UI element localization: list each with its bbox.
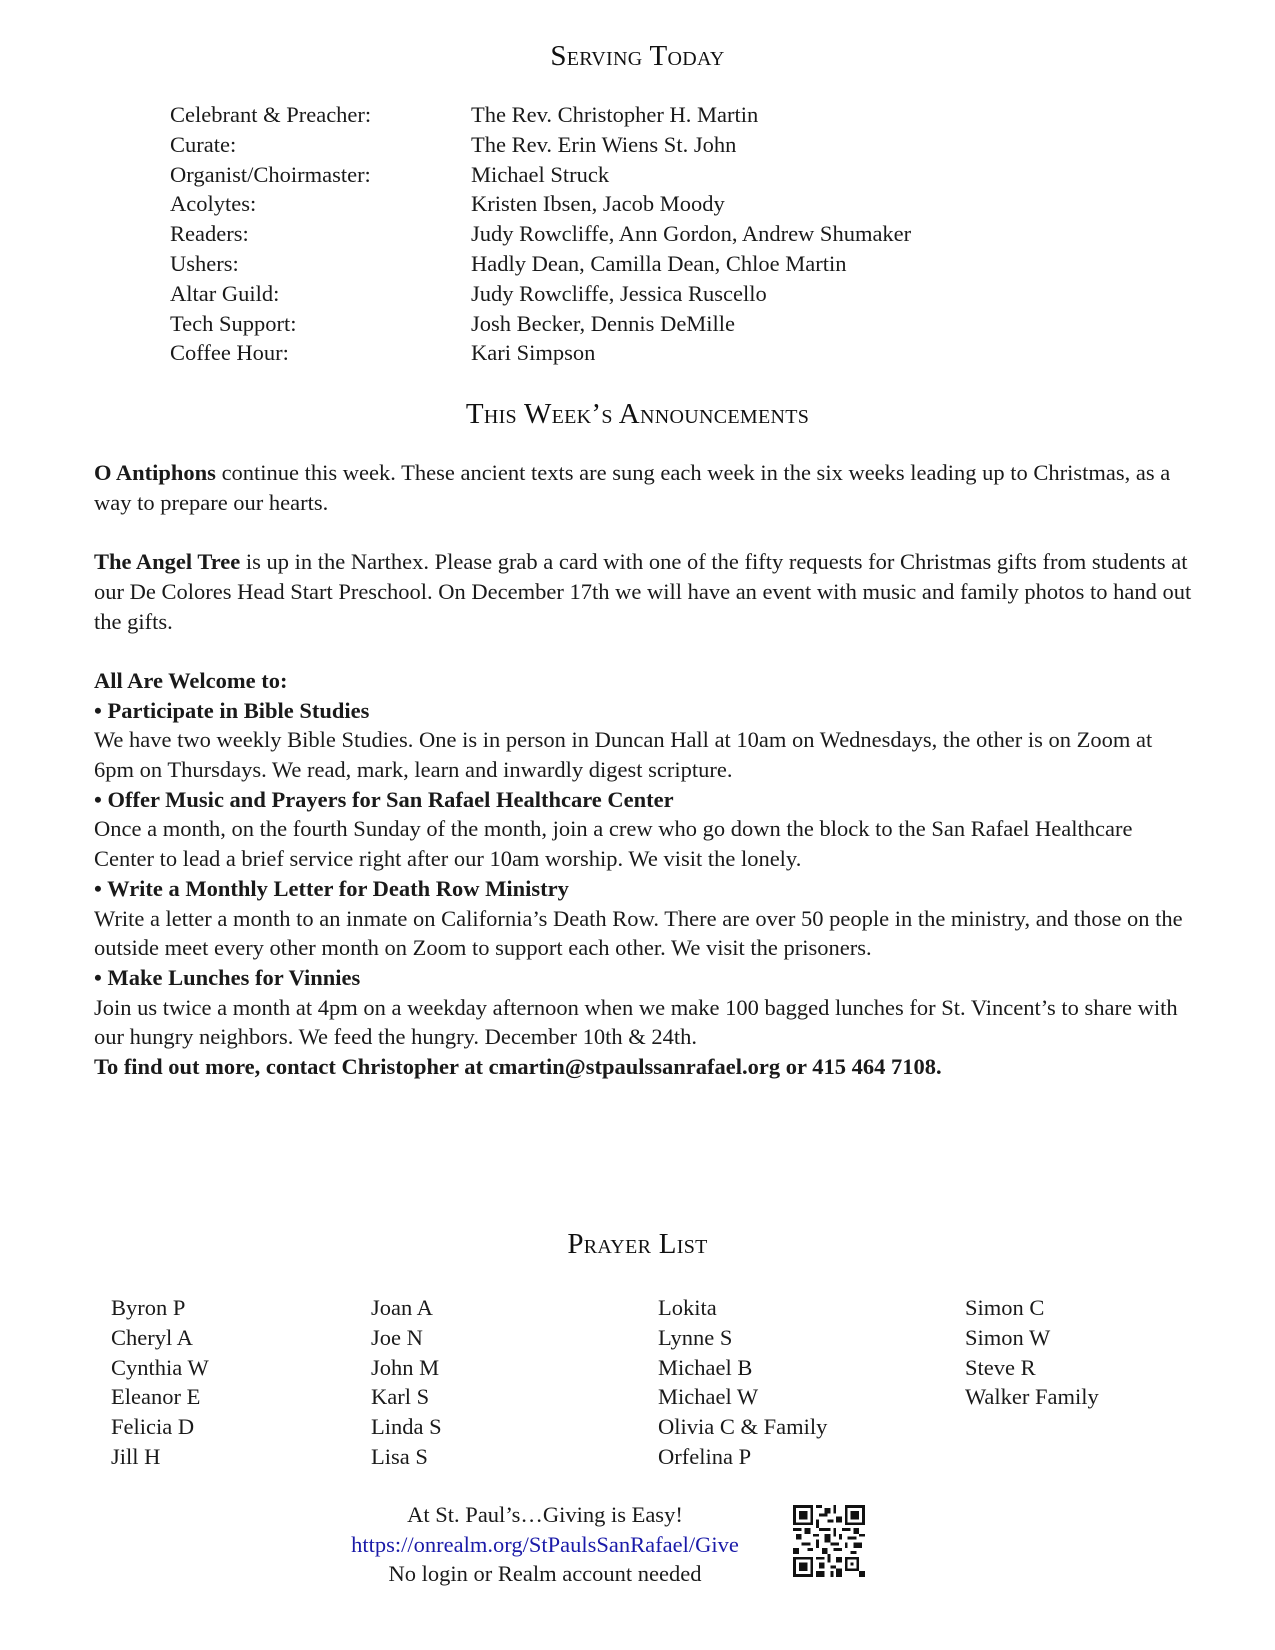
prayer-column: [371, 1293, 442, 1472]
prayer-name: Cynthia W: [111, 1354, 209, 1380]
serving-table: [170, 100, 911, 368]
angel-tree-text: is up in the Narthex. Please grab a card with one of the fifty requests for Christmas gifts from students at our De Colores Head Start Preschool. On December 17th we will have an event with music and family photos to hand out the gifts.: [94, 549, 1192, 634]
ministry-text: We have two weekly Bible Studies. One is in person in Duncan Hall at 10am on Wednesdays, the other is on Zoom at 6pm on Thursdays. We read, mark, learn and inwardly digest scripture.: [94, 727, 1153, 782]
serving-row: [170, 309, 911, 339]
serving-names: Kari Simpson: [471, 340, 596, 366]
serving-row: [170, 219, 911, 249]
antiphons-text: continue this week. These ancient texts are sung each week in the six weeks leading up to Christmas, as a way to prepare our hearts.: [94, 460, 1171, 515]
prayer-name: Olivia C & Family: [658, 1414, 828, 1440]
serving-row: [170, 249, 911, 279]
prayer-name: Michael B: [658, 1354, 753, 1380]
serving-role: Curate:: [170, 131, 237, 157]
prayer-name: Cheryl A: [111, 1324, 193, 1350]
giving-note: No login or Realm account needed: [388, 1561, 702, 1586]
prayer-name: Lynne S: [658, 1324, 733, 1350]
prayer-column: [111, 1293, 209, 1472]
giving-link[interactable]: https://onrealm.org/StPaulsSanRafael/Give: [351, 1531, 739, 1557]
announcements-body: [94, 458, 1194, 1082]
prayer-name: Jill H: [111, 1443, 161, 1469]
serving-role: Ushers:: [170, 250, 239, 276]
serving-row: [170, 100, 911, 130]
serving-names: Kristen Ibsen, Jacob Moody: [471, 191, 725, 217]
prayer-name: Byron P: [111, 1295, 186, 1320]
ministry-text: Join us twice a month at 4pm on a weekday afternoon when we make 100 bagged lunches for St. Vincent’s to share with our hungry neighbors. We feed the hungry. December 10th & 24th.: [94, 994, 1178, 1050]
serving-names: Hadly Dean, Camilla Dean, Chloe Martin: [471, 250, 847, 276]
serving-row: [170, 189, 911, 219]
prayer-name: Linda S: [371, 1414, 442, 1440]
prayer-name: Steve R: [965, 1354, 1036, 1380]
serving-row: [170, 338, 911, 368]
ministry-title: • Make Lunches for Vinnies: [94, 964, 361, 990]
prayer-name: Joan A: [371, 1295, 433, 1320]
serving-names: The Rev. Erin Wiens St. John: [471, 131, 737, 157]
prayer-name: Karl S: [371, 1384, 430, 1410]
prayer-list-heading: Prayer List: [567, 1228, 708, 1260]
prayer-name: Walker Family: [965, 1384, 1099, 1410]
serving-names: Josh Becker, Dennis DeMille: [471, 310, 736, 336]
serving-names: Judy Rowcliffe, Ann Gordon, Andrew Shumaker: [471, 221, 912, 247]
contact-line: To find out more, contact Christopher at cmartin@stpaulssanrafael.org or 415 464 7108.: [94, 1054, 942, 1080]
serving-row: [170, 279, 911, 309]
serving-role: Altar Guild:: [170, 280, 280, 306]
prayer-name: Eleanor E: [111, 1384, 201, 1410]
serving-role: Acolytes:: [170, 191, 257, 217]
antiphons-paragraph: [94, 458, 1194, 517]
serving-role: Tech Support:: [170, 310, 297, 336]
giving-line: At St. Paul’s…Giving is Easy!: [407, 1502, 683, 1527]
welcome-heading: All Are Welcome to:: [94, 667, 288, 693]
prayer-name: Michael W: [658, 1384, 759, 1410]
ministry-title: • Participate in Bible Studies: [94, 697, 370, 723]
giving-block: [300, 1500, 790, 1589]
prayer-list: [111, 1293, 1211, 1473]
prayer-name: Lisa S: [371, 1443, 428, 1469]
prayer-column: [965, 1293, 1099, 1412]
prayer-name: John M: [371, 1354, 440, 1380]
serving-names: Michael Struck: [471, 161, 610, 187]
serving-names: Judy Rowcliffe, Jessica Ruscello: [471, 280, 767, 306]
prayer-name: Joe N: [371, 1324, 423, 1350]
serving-names: The Rev. Christopher H. Martin: [471, 102, 759, 127]
prayer-name: Simon W: [965, 1324, 1051, 1350]
prayer-name: Lokita: [658, 1295, 717, 1320]
announcements-heading: This Week’s Announcements: [465, 398, 810, 430]
ministry-title: • Write a Monthly Letter for Death Row Ministry: [94, 875, 569, 901]
serving-row: [170, 160, 911, 190]
serving-role: Readers:: [170, 221, 249, 247]
ministry-title: • Offer Music and Prayers for San Rafael Healthcare Center: [94, 786, 674, 812]
ministry-text: Once a month, on the fourth Sunday of the month, join a crew who go down the block to the San Rafael Healthcare Center to lead a brief service right after our 10am worship. We visit the lonely.: [94, 816, 1133, 872]
qr-code-icon[interactable]: [793, 1504, 865, 1578]
ministry-text: Write a letter a month to an inmate on California’s Death Row. There are over 50 people in the ministry, and those on the outside meet every other month on Zoom to support each other. We visit the prisoners.: [94, 905, 1183, 961]
angel-tree-paragraph: [94, 547, 1194, 636]
antiphons-lead: O Antiphons: [94, 460, 216, 485]
prayer-column: [658, 1293, 827, 1472]
serving-today-heading: Serving Today: [550, 40, 725, 72]
angel-tree-lead: The Angel Tree: [94, 549, 241, 575]
serving-role: Coffee Hour:: [170, 340, 289, 366]
prayer-name: Felicia D: [111, 1414, 195, 1440]
serving-row: [170, 130, 911, 160]
prayer-name: Orfelina P: [658, 1443, 752, 1469]
serving-role: Organist/Choirmaster:: [170, 161, 371, 187]
prayer-name: Simon C: [965, 1295, 1045, 1320]
serving-role: Celebrant & Preacher:: [170, 102, 372, 127]
